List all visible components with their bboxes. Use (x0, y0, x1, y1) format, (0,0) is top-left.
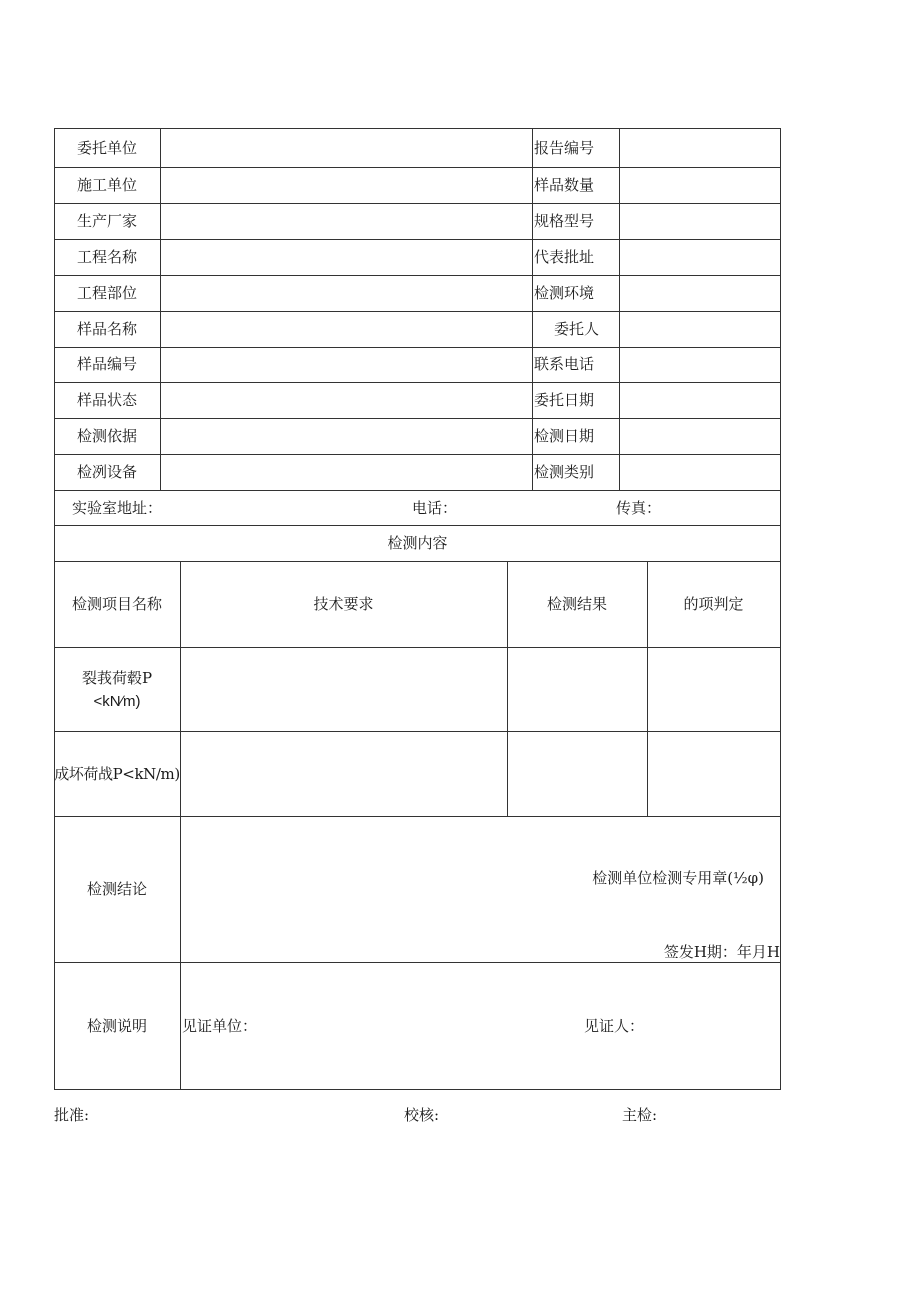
grid-line (54, 731, 781, 732)
header-item-name: 检测项目名称 (71, 595, 162, 613)
grid-line (54, 347, 781, 348)
info-label-right: 联系电话 (534, 355, 595, 373)
fax-label: 传真： (616, 499, 662, 517)
header-result: 检测结果 (546, 595, 607, 613)
approve-label: 批准: (54, 1106, 90, 1124)
grid-line (54, 490, 781, 491)
info-label-left: 施工单位 (76, 176, 137, 194)
grid-line (54, 1089, 781, 1090)
grid-line (54, 816, 781, 817)
grid-line (54, 647, 781, 648)
grid-line (54, 167, 781, 168)
grid-line (54, 239, 781, 240)
grid-line (160, 128, 161, 490)
grid-line (780, 128, 781, 1090)
phone-label: 电话： (412, 499, 458, 517)
info-label-right: 委托日期 (534, 391, 595, 409)
info-label-left: 样品名称 (76, 320, 137, 338)
witness-person-label: 见证人： (584, 1017, 645, 1035)
grid-line (54, 454, 781, 455)
lab-address-label: 实验室地址： (72, 499, 163, 517)
grid-line (54, 962, 781, 963)
grid-line (532, 128, 533, 490)
grid-line (54, 203, 781, 204)
info-value-cell[interactable] (620, 129, 780, 167)
witness-unit-label: 见证单位： (182, 1017, 258, 1035)
stamp-text: 检测单位检测专用章(½φ) (592, 869, 764, 887)
grid-line (180, 561, 181, 1090)
info-label-right: 样品数量 (534, 176, 595, 194)
grid-line (54, 561, 781, 562)
review-label: 校核: (404, 1106, 440, 1124)
info-label-left: 样品编号 (76, 355, 137, 373)
header-requirement: 技术要求 (313, 595, 374, 613)
info-label-right: 规格型号 (534, 212, 595, 230)
conclusion-label: 检测结论 (86, 880, 147, 898)
notes-label: 检测说明 (86, 1017, 147, 1035)
info-label-left: 样品状态 (76, 391, 137, 409)
header-judgement: 的项判定 (683, 595, 744, 613)
grid-line (54, 275, 781, 276)
report-form (54, 128, 781, 1090)
result-row-name-line1: 裂莪荷毂P (81, 669, 153, 687)
grid-line (54, 311, 781, 312)
info-label-left: 检测依据 (76, 427, 137, 445)
info-label-right: 检测环境 (534, 284, 595, 302)
grid-line (619, 128, 620, 490)
grid-line (54, 525, 781, 526)
info-value-cell[interactable] (161, 129, 531, 167)
result-row-name: 成坏荷战P<kN∕m) (54, 765, 180, 783)
info-label-left: 工程部位 (76, 284, 137, 302)
section-title: 检测内容 (387, 534, 448, 552)
info-label-right: 委托人 (554, 320, 600, 338)
info-label-left: 工程名称 (76, 248, 137, 266)
info-label-right: 报告编号 (534, 139, 595, 157)
info-label-right: 检测类别 (534, 463, 595, 481)
grid-line (54, 382, 781, 383)
info-label-right: 检测日期 (534, 427, 595, 445)
info-label-left: 检冽设备 (76, 463, 137, 481)
info-label-left: 生产厂家 (76, 212, 137, 230)
result-row-unit: <kN∕m) (93, 693, 141, 710)
issue-date: 签发H期：年月H (663, 943, 780, 961)
grid-line (54, 418, 781, 419)
inspector-label: 主检: (622, 1106, 658, 1124)
info-label-left: 委托单位 (76, 139, 137, 157)
result-row-name (54, 669, 180, 687)
info-label-right: 代表批址 (534, 248, 595, 266)
